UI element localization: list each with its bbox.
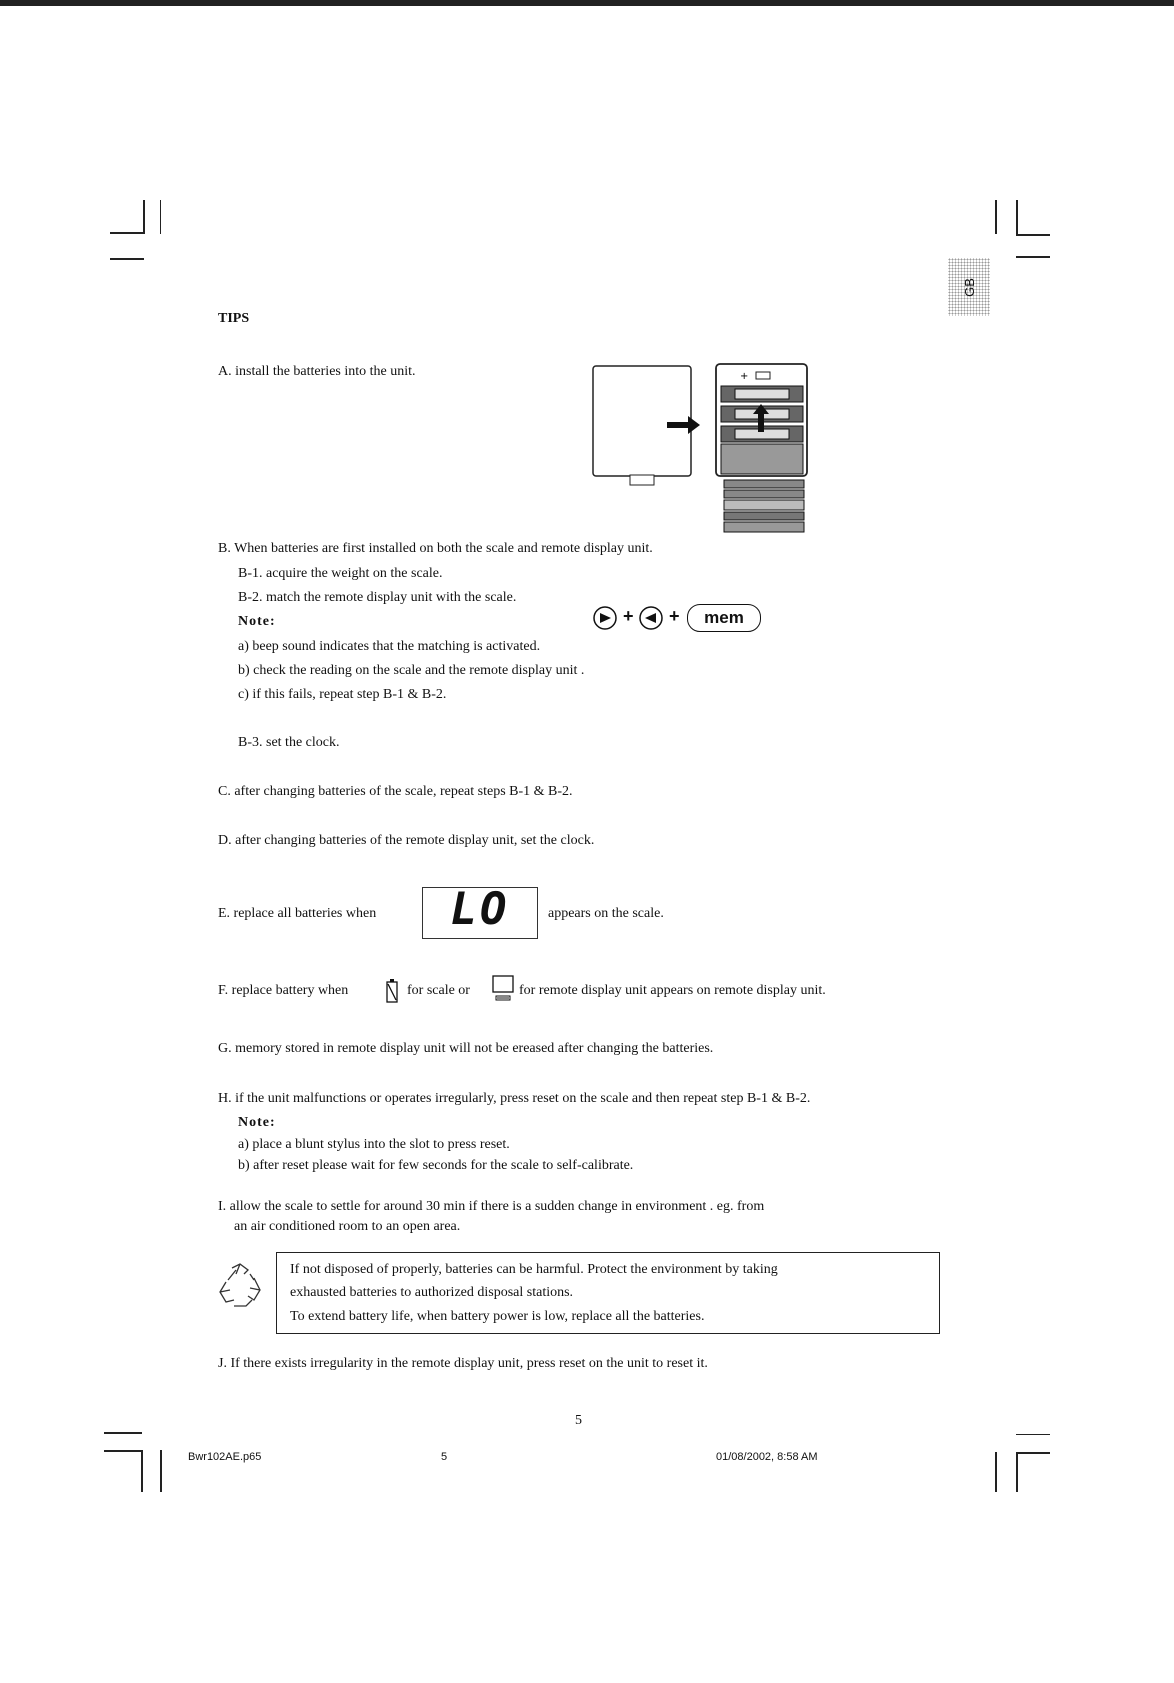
right-arrow-button-icon	[592, 605, 618, 631]
footer-page: 5	[441, 1451, 448, 1463]
notice-line-1: If not disposed of properly, batteries can be harmful. Protect the environment by taking	[290, 1262, 778, 1277]
step-i-line-2: an air conditioned room to an open area.	[234, 1219, 461, 1234]
step-h: H. if the unit malfunctions or operates irregularly, press reset on the scale and then repeat step B-1 & B-2.	[218, 1091, 811, 1106]
mem-button	[687, 604, 761, 632]
step-b-note-b: b) check the reading on the scale and the remote display unit .	[238, 663, 585, 678]
step-h-note-label: Note:	[238, 1115, 276, 1130]
step-j: J. If there exists irregularity in the remote display unit, press reset on the unit to reset it.	[218, 1356, 708, 1371]
recycle-icon	[214, 1260, 266, 1314]
lcd-low-battery-display	[422, 884, 538, 939]
step-h-note-b: b) after reset please wait for few seconds for the scale to self-calibrate.	[238, 1158, 634, 1173]
step-b-note-label: Note:	[238, 614, 276, 629]
step-b3: B-3. set the clock.	[238, 735, 340, 750]
step-e-text-before: E. replace all batteries when	[218, 906, 377, 921]
step-d: D. after changing batteries of the remote display unit, set the clock.	[218, 833, 595, 848]
footer-filename: Bwr102AE.p65	[188, 1451, 262, 1463]
language-tab-label: GB	[961, 277, 977, 297]
section-title: TIPS	[218, 311, 250, 326]
step-h-note-a: a) place a blunt stylus into the slot to press reset.	[238, 1137, 510, 1152]
step-c: C. after changing batteries of the scale, repeat steps B-1 & B-2.	[218, 784, 573, 799]
lcd-low-battery-text: LO	[450, 884, 510, 935]
page-number: 5	[575, 1413, 582, 1428]
step-f-text-1: F. replace battery when	[218, 983, 349, 998]
top-rule	[0, 0, 1174, 6]
remote-battery-low-icon	[491, 974, 515, 1002]
notice-line-2: exhausted batteries to authorized disposal stations.	[290, 1285, 574, 1300]
battery-install-illustration	[590, 362, 815, 537]
step-i-line-1: I. allow the scale to settle for around 30 min if there is a sudden change in environment . eg. from	[218, 1199, 765, 1214]
step-f-text-3: for remote display unit appears on remote display unit.	[519, 983, 826, 998]
scale-battery-low-icon	[385, 978, 399, 1004]
step-e-text-after: appears on the scale.	[548, 906, 664, 921]
step-b1: B-1. acquire the weight on the scale.	[238, 566, 443, 581]
step-a: A. install the batteries into the unit.	[218, 364, 416, 379]
disposal-notice-box	[276, 1252, 940, 1334]
plus-sign: +	[623, 606, 634, 626]
footer-timestamp: 01/08/2002, 8:58 AM	[716, 1451, 818, 1463]
svg-text:+: +	[740, 371, 749, 382]
step-b: B. When batteries are first installed on both the scale and remote display unit.	[218, 541, 653, 556]
button-combination	[592, 603, 782, 633]
step-g: G. memory stored in remote display unit will not be ereased after changing the batteries.	[218, 1041, 714, 1056]
step-f-text-2: for scale or	[407, 983, 470, 998]
mem-button-label: mem	[704, 608, 744, 627]
language-tab	[948, 258, 990, 316]
step-b-note-c: c) if this fails, repeat step B-1 & B-2.	[238, 687, 447, 702]
notice-line-3: To extend battery life, when battery power is low, replace all the batteries.	[290, 1309, 705, 1324]
step-b2: B-2. match the remote display unit with the scale.	[238, 590, 517, 605]
plus-sign: +	[669, 606, 680, 626]
left-arrow-button-icon	[638, 605, 664, 631]
step-b-note-a: a) beep sound indicates that the matching is activated.	[238, 639, 541, 654]
